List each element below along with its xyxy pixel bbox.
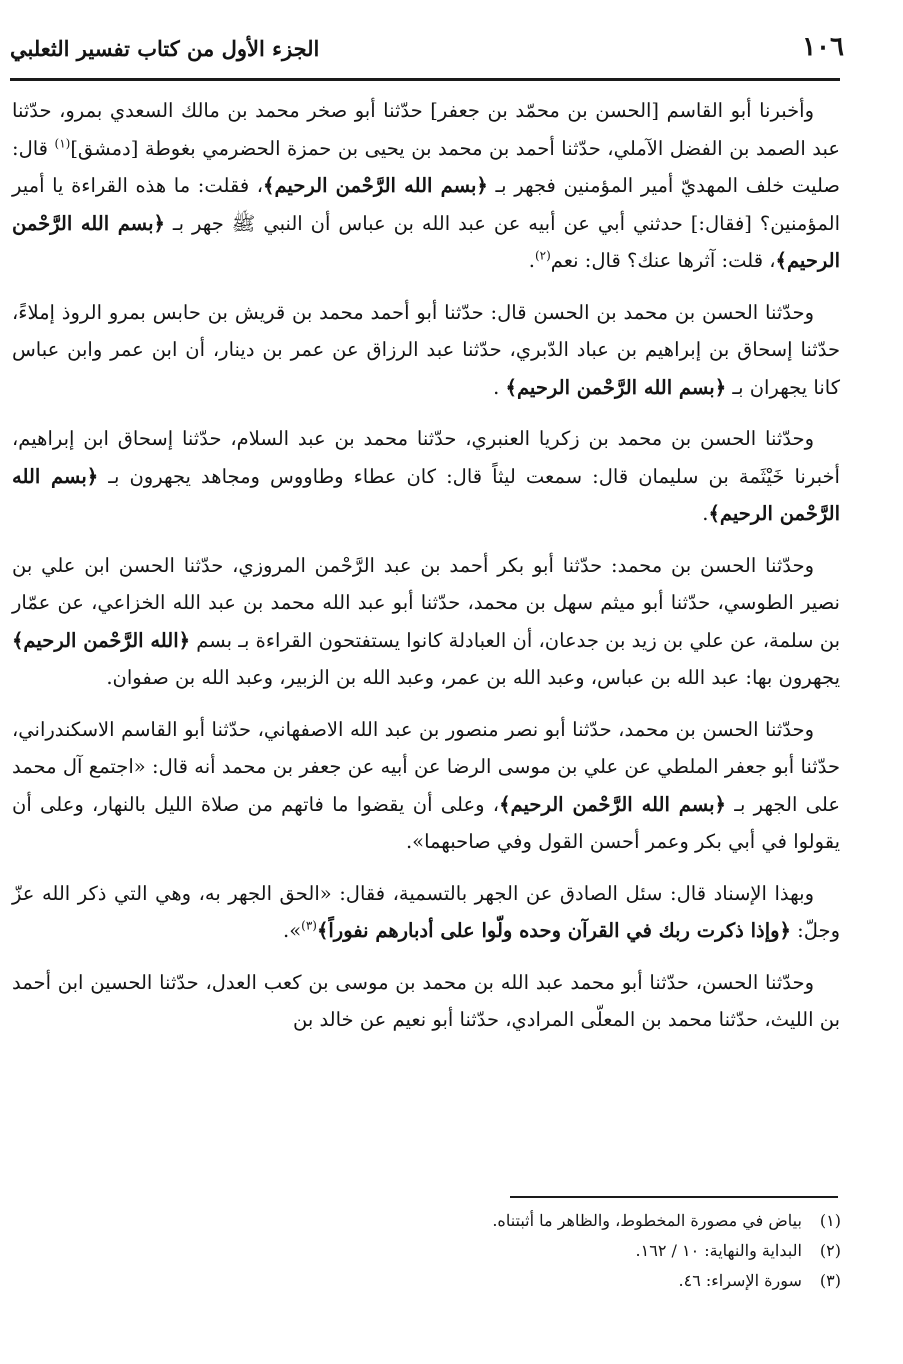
footnotes <box>281 1206 841 1296</box>
text-run: وحدّثنا الحسن بن محمد: حدّثنا أبو بكر أحمد بن عبد الرَّحْمن المروزي، حدّثنا الحسن ابن علي بن نصير الطوسي، حدّثنا أبو ميثم سهل بن محمد، حدّثنا أبو عبد الله محمد بن عبد الله الخزاعي، عن عمّار بن سلمة، عن علي بن زيد بن جدعان، أن العبادلة كانوا يستفتحون القراءة بـ بسم <box>12 553 840 652</box>
footnote-text: بياض في مصورة المخطوط، والظاهر ما أثبتناه. <box>492 1211 802 1230</box>
text-run: وبهذا الإسناد قال: سئل الصادق عن الجهر بالتسمية، فقال: «الحق الجهر به، وهي التي ذكر الله عزّ وجلّ: <box>12 881 840 942</box>
footnote-reference: (٣) <box>301 918 317 933</box>
quran-quote: ﴿بسم الله الرَّحْمن الرحيم﴾ <box>505 375 727 399</box>
text-run: . <box>528 249 535 272</box>
text-run: . <box>702 502 709 525</box>
footnote-number: (٣) <box>819 1271 841 1290</box>
quran-quote: ﴿بسم الله الرَّحْمن الرحيم﴾ <box>263 174 488 197</box>
paragraph <box>12 711 840 861</box>
page-header <box>10 30 850 74</box>
footnote <box>281 1236 841 1266</box>
footnote-reference: (١) <box>54 136 71 150</box>
text-run: وحدّثنا الحسن بن محمد بن الحسن قال: حدّثنا أبو أحمد محمد بن قريش بن حابس بمرو الروذ إملاءً، حدّثنا إسحاق بن إبراهيم بن عباد الدّبري، حدّثنا عبد الرزاق عن عمر بن دينار، أن ابن عمر وابن عباس كانا يجهران بـ <box>12 300 840 399</box>
paragraph <box>12 420 840 533</box>
footnote-rule <box>510 1196 838 1198</box>
footnote-text: سورة الإسراء: ٤٦. <box>678 1271 802 1290</box>
page-number: ١٠٦ <box>802 32 844 62</box>
text-run: وحدّثنا الحسن، حدّثنا أبو محمد عبد الله بن محمد بن موسى بن كعب العدل، حدّثنا الحسين ابن أحمد بن الليث، حدّثنا محمد بن المعلّى المرادي، حدّثنا أبو نعيم عن خالد بن <box>12 970 840 1031</box>
quran-quote: ﴿بسم الله الرَّحْمن الرحيم﴾ <box>499 792 726 816</box>
paragraph <box>12 92 840 280</box>
footnote <box>281 1266 841 1296</box>
text-run: ». <box>283 919 302 942</box>
paragraph <box>12 294 840 407</box>
text-run: وحدّثنا الحسن بن محمد، حدّثنا أبو نصر منصور بن عبد الله الاصفهاني، حدّثنا أبو القاسم الاسكندراني، حدّثنا أبو جعفر الملطي عن علي بن موسى الرضا عن أبيه عن جعفر بن محمد أنه قال: «اجتمع آل محمد على الجهر بـ <box>12 717 840 816</box>
header-rule <box>10 78 840 81</box>
text-run: ، قلت: آثرها عنك؟ قال: نعم <box>550 249 776 272</box>
text-run: يجهرون بها: عبد الله بن عباس، وعبد الله بن عمر، وعبد الله بن الزبير، وعبد الله بن صفوان. <box>106 666 840 689</box>
text-run: ، وعلى أن يقضوا ما فاتهم من صلاة الليل بالنهار، وعلى أن يقولوا في أبي بكر وعمر أحسن القول وفي صاحبهما». <box>12 792 840 853</box>
footnote-reference: (٢) <box>534 248 551 263</box>
paragraph <box>12 964 840 1039</box>
text-run: . <box>493 375 506 399</box>
footnote <box>281 1206 841 1236</box>
quran-quote: ﴿بسم الله الرَّحْمن الرحيم﴾ <box>12 211 840 272</box>
text-run: وحدّثنا الحسن بن محمد بن زكريا العنبري، حدّثنا محمد بن عبد السلام، حدّثنا إسحاق ابن إبراهيم، أخبرنا خَيْثَمة بن سليمان قال: سمعت ليثاً قال: كان عطاء وطاووس ومجاهد يجهرون بـ <box>12 427 840 488</box>
text-run: ، فقلت: ما هذه القراءة يا أمير المؤمنين؟ [فقال:] حدثني أبي عن أبيه عن عبد الله بن عباس أن النبي ﷺ جهر بـ <box>12 174 840 235</box>
footnote-number: (٢) <box>819 1241 841 1260</box>
text-run: وأخبرنا أبو القاسم [الحسن بن محمّد بن جعفر] حدّثنا أبو صخر محمد بن مالك السعدي بمرو، حدّثنا عبد الصمد بن الفضل الآملي، حدّثنا أحمد بن محمد بن يحيى بن حمزة الحضرمي بغوطة [دمشق] <box>12 99 840 160</box>
quran-quote: ﴿بسم الله الرَّحْمن الرحيم﴾ <box>12 464 840 525</box>
body-text <box>12 92 840 1053</box>
quran-quote: ﴿وإذا ذكرت ربك في القرآن وحده ولّوا على أدبارهم نفوراً﴾ <box>316 919 791 942</box>
footnote-number: (١) <box>819 1211 841 1230</box>
running-title: الجزء الأول من كتاب تفسير الثعلبي <box>10 36 320 61</box>
footnote-text: البداية والنهاية: ١٠ / ١٦٢. <box>635 1241 802 1260</box>
paragraph <box>12 875 840 950</box>
quran-quote: ﴿الله الرَّحْمن الرحيم﴾ <box>12 628 191 652</box>
text-run: قال: صليت خلف المهديّ أمير المؤمنين فجهر بـ <box>12 136 840 197</box>
paragraph <box>12 547 840 697</box>
